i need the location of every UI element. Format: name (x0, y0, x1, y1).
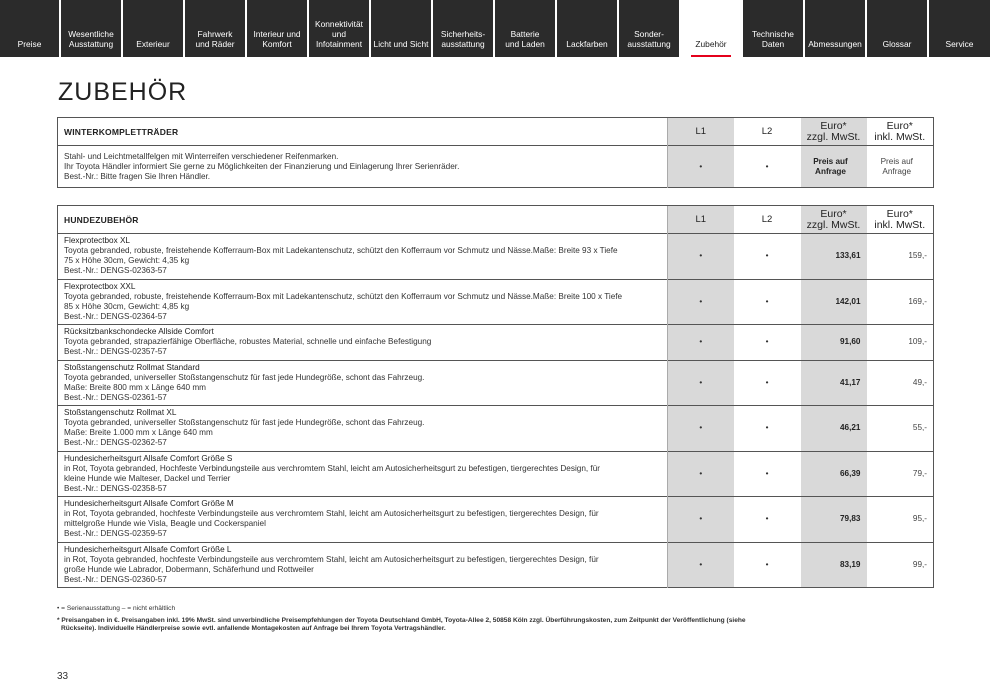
item-name: Flexprotectbox XL (64, 236, 130, 246)
availability-l2: • (734, 146, 801, 188)
price-excl-vat: 91,60 (801, 325, 867, 361)
item-description (58, 406, 668, 452)
description-line: Best.-Nr.: DENGS-02362-57 (64, 438, 167, 448)
availability-l1: • (668, 146, 734, 188)
column-l1: L1 (668, 206, 734, 234)
price-incl-vat: 55,- (867, 406, 934, 452)
availability-l1: • (668, 406, 734, 452)
nav-tab-zubehör[interactable]: Zubehör (681, 0, 743, 57)
nav-tab-sicherheits-ausstattung[interactable]: Sicherheits- ausstattung (433, 0, 495, 57)
nav-tab-wesentliche-ausstattung[interactable]: Wesentliche Ausstattung (61, 0, 123, 57)
nav-tab-licht-und-sicht[interactable]: Licht und Sicht (371, 0, 433, 57)
item-description (58, 146, 668, 188)
availability-l1: • (668, 497, 734, 543)
column-l2: L2 (734, 206, 801, 234)
item-description (58, 360, 668, 406)
item-name: Rücksitzbankschondecke Allside Comfort (64, 327, 214, 337)
nav-tab-sonder-ausstattung[interactable]: Sonder- ausstattung (619, 0, 681, 57)
item-description (58, 497, 668, 543)
price-excl-vat: 46,21 (801, 406, 867, 452)
table-row (58, 325, 934, 361)
price-excl-vat: 41,17 (801, 360, 867, 406)
table-row (58, 497, 934, 543)
description-line: mittelgroße Hunde wie Visla, Beagle und Cockerspaniel (64, 519, 266, 529)
description-line: Best.-Nr.: DENGS-02364-57 (64, 311, 167, 321)
price-excl-vat: 133,61 (801, 234, 867, 280)
availability-l1: • (668, 279, 734, 325)
section-title: HUNDEZUBEHÖR (58, 206, 668, 234)
page-number: 33 (57, 671, 69, 682)
description-line: 85 x Höhe 30cm, Gewicht: 4,85 kg (64, 301, 190, 311)
price-incl-vat: 99,- (867, 542, 934, 588)
winter-wheels-table (57, 117, 934, 188)
price-incl-vat: Preis auf Anfrage (867, 146, 934, 188)
nav-tab-preise[interactable]: Preise (0, 0, 61, 57)
column-price-incl: Euro* inkl. MwSt. (867, 206, 934, 234)
price-excl-vat: 66,39 (801, 451, 867, 497)
table-row (58, 451, 934, 497)
price-excl-vat: 83,19 (801, 542, 867, 588)
column-l2: L2 (734, 118, 801, 146)
nav-tab-service[interactable]: Service (945, 39, 974, 49)
description-line: Toyota gebranded, universeller Stoßstangenschutz für fast jede Hundegröße, schont das Fahrzeug. (64, 418, 425, 428)
table-row (58, 234, 934, 280)
nav-tab-glossar[interactable]: Glossar (867, 0, 929, 57)
availability-l2: • (734, 542, 801, 588)
description-line: Best.-Nr.: DENGS-02359-57 (64, 529, 167, 539)
item-description (58, 325, 668, 361)
table-header (58, 206, 934, 234)
description-line: Stahl- und Leichtmetallfelgen mit Winterreifen verschiedener Reifenmarken. (64, 151, 339, 161)
nav-tab-exterieur[interactable]: Exterieur (123, 0, 185, 57)
page-title: ZUBEHÖR (58, 78, 188, 106)
table-row (58, 146, 934, 188)
description-line: Maße: Breite 800 mm x Länge 640 mm (64, 382, 206, 392)
item-description (58, 279, 668, 325)
table-row (58, 279, 934, 325)
price-incl-vat: 109,- (867, 325, 934, 361)
description-line: Best.-Nr.: DENGS-02357-57 (64, 347, 167, 357)
availability-l1: • (668, 360, 734, 406)
availability-l1: • (668, 451, 734, 497)
nav-tab-lackfarben[interactable]: Lackfarben (557, 0, 619, 57)
item-name: Stoßstangenschutz Rollmat XL (64, 408, 177, 418)
item-description (58, 451, 668, 497)
description-line: in Rot, Toyota gebranded, hochfeste Verbindungsteile aus verchromtem Stahl, leicht am Autosicherheitsgurt zu befestigen, tiergerechtes Design, für (64, 509, 599, 519)
description-line: Ihr Toyota Händler informiert Sie gerne zu Möglichkeiten der Finanzierung und Einlagerung Ihrer Serienräder. (64, 161, 460, 171)
description-line: Toyota gebranded, robuste, freistehende Kofferraum-Box mit Ladekantenschutz, schützt den Kofferraum vor Schmutz und Nässe.Maße: Breite 100 x Tiefe (64, 291, 623, 301)
description-line: Toyota gebranded, universeller Stoßstangenschutz für fast jede Hundegröße, schont das Fahrzeug. (64, 372, 425, 382)
price-excl-vat: 142,01 (801, 279, 867, 325)
availability-l2: • (734, 451, 801, 497)
price-incl-vat: 169,- (867, 279, 934, 325)
nav-tab-konnektivität-und-infotainment[interactable]: Konnektivität und Infotainment (309, 0, 371, 57)
item-name: Hundesicherheitsgurt Allsafe Comfort Größe S (64, 453, 233, 463)
table-row (58, 406, 934, 452)
availability-l1: • (668, 542, 734, 588)
description-line: Toyota gebranded, robuste, freistehende Kofferraum-Box mit Ladekantenschutz, schützt den Kofferraum vor Schmutz und Nässe.Maße: Breite 93 x Tiefe (64, 246, 618, 256)
price-incl-vat: 49,- (867, 360, 934, 406)
top-navigation (0, 0, 990, 57)
column-l1: L1 (668, 118, 734, 146)
table-header (58, 118, 934, 146)
column-price-excl: Euro* zzgl. MwSt. (801, 118, 867, 146)
table-row (58, 542, 934, 588)
nav-tab-batterie-und-laden[interactable]: Batterie und Laden (495, 0, 557, 57)
item-description (58, 234, 668, 280)
table-row (58, 360, 934, 406)
description-line: Best.-Nr.: DENGS-02361-57 (64, 392, 167, 402)
availability-l1: • (668, 234, 734, 280)
price-footnote: * Preisangaben in €. Preisangaben inkl. 19% MwSt. sind unverbindliche Preisempfehlungen der Toyota Deutschland GmbH, Toyota-Allee 2, 50858 Köln zzgl. Überführungskosten, zum Zeitpunkt der Veröffentlichung (siehe Rückseite). Individuelle Händlerpreise sowie evtl. anfallende Montagekosten auf Anfrage bei Ihrem Toyota Vertragshändler. (57, 616, 746, 633)
nav-tab-technische-daten[interactable]: Technische Daten (743, 0, 805, 57)
price-incl-vat: 95,- (867, 497, 934, 543)
availability-l2: • (734, 325, 801, 361)
item-description (58, 542, 668, 588)
availability-l2: • (734, 406, 801, 452)
item-name: Stoßstangenschutz Rollmat Standard (64, 362, 200, 372)
item-name: Hundesicherheitsgurt Allsafe Comfort Größe L (64, 544, 232, 554)
description-line: kleine Hunde wie Malteser, Dackel und Terrier (64, 473, 231, 483)
column-price-incl: Euro* inkl. MwSt. (867, 118, 934, 146)
nav-tab-interieur-und-komfort[interactable]: Interieur und Komfort (247, 0, 309, 57)
price-excl-vat: 79,83 (801, 497, 867, 543)
description-line: Maße: Breite 1.000 mm x Länge 640 mm (64, 428, 213, 438)
availability-l2: • (734, 234, 801, 280)
column-price-excl: Euro* zzgl. MwSt. (801, 206, 867, 234)
item-name: Hundesicherheitsgurt Allsafe Comfort Größe M (64, 499, 234, 509)
dog-accessories-table (57, 205, 934, 588)
price-incl-vat: 79,- (867, 451, 934, 497)
price-incl-vat: 159,- (867, 234, 934, 280)
item-name: Flexprotectbox XXL (64, 281, 136, 291)
nav-tab-fahrwerk-und-räder[interactable]: Fahrwerk und Räder (185, 0, 247, 57)
description-line: 75 x Höhe 30cm, Gewicht: 4,35 kg (64, 256, 190, 266)
availability-l2: • (734, 360, 801, 406)
description-line: Best.-Nr.: Bitte fragen Sie Ihren Händler. (64, 171, 211, 181)
description-line: Toyota gebranded, strapazierfähige Oberfläche, robustes Material, schnelle und einfache Befestigung (64, 337, 432, 347)
legend: • = Serienausstattung – = nicht erhältlich (57, 605, 176, 612)
description-line: Best.-Nr.: DENGS-02363-57 (64, 266, 167, 276)
description-line: große Hunde wie Labrador, Dobermann, Schäferhund und Rottweiler (64, 564, 314, 574)
description-line: Best.-Nr.: DENGS-02358-57 (64, 483, 167, 493)
availability-l2: • (734, 279, 801, 325)
description-line: Best.-Nr.: DENGS-02360-57 (64, 574, 167, 584)
nav-tab-abmessungen[interactable]: Abmessungen (805, 0, 867, 57)
availability-l1: • (668, 325, 734, 361)
price-excl-vat: Preis auf Anfrage (801, 146, 867, 188)
footnotes (57, 605, 757, 634)
description-line: in Rot, Toyota gebranded, hochfeste Verbindungsteile aus verchromtem Stahl, leicht am Autosicherheitsgurt zu befestigen, tiergerechtes Design, für (64, 554, 599, 564)
section-title: WINTERKOMPLETTRÄDER (58, 118, 668, 146)
availability-l2: • (734, 497, 801, 543)
description-line: in Rot, Toyota gebranded, Hochfeste Verbindungsteile aus verchromtem Stahl, leicht am Autosicherheitsgurt zu befestigen, tiergerechtes Design, für (64, 463, 600, 473)
